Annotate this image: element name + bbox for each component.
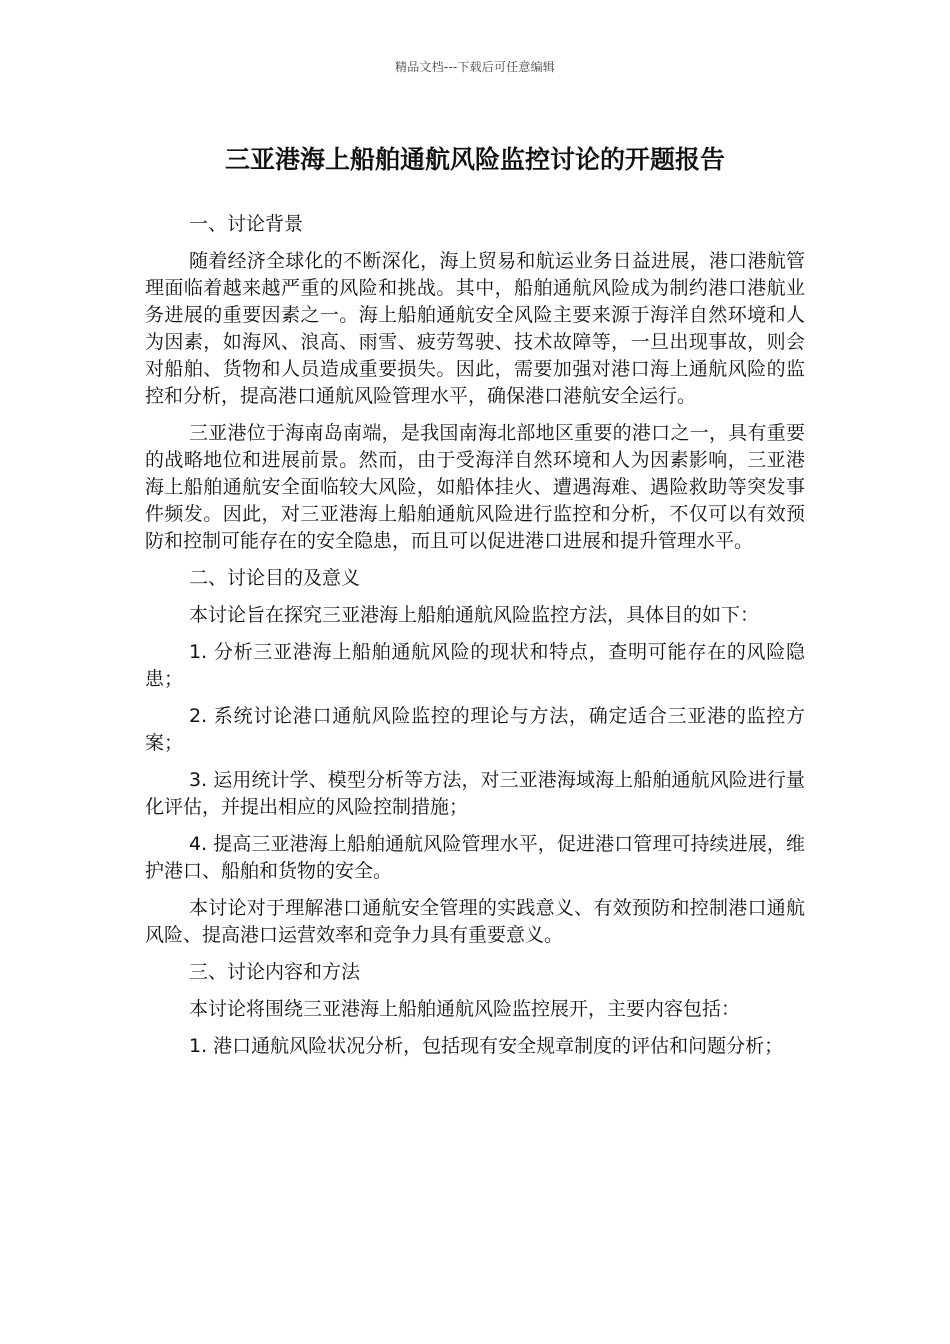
document-title: 三亚港海上船舶通航风险监控讨论的开题报告 <box>224 145 725 174</box>
section-heading: 三、讨论内容和方法 <box>189 961 361 983</box>
paragraph: 随着经济全球化的不断深化，海上贸易和航运业务日益进展，港口港航管理面临着越来越严重的风险和挑战。其中，船舶通航风险成为制约港口港航业务进展的重要因素之一。海上船舶通航安全风险主要来源于海洋自然环境和人为因素，如海风、浪高、雨雪、疲劳驾驶、技术故障等，一旦出现事故，则会对船舶、货物和人员造成重要损失。因此，需要加强对港口海上通航风险的监控和分析，提高港口通航风险管理水平，确保港口港航安全运行。 <box>145 250 805 407</box>
list-item: 2. 系统讨论港口通航风险监控的理论与方法，确定适合三亚港的监控方案； <box>145 705 805 754</box>
list-item: 3. 运用统计学、模型分析等方法，对三亚港海域海上船舶通航风险进行量化评估，并提出相应的风险控制措施； <box>145 769 805 818</box>
paragraph: 三亚港位于海南岛南端，是我国南海北部地区重要的港口之一，具有重要的战略地位和进展前景。然而，由于受海洋自然环境和人为因素影响，三亚港海上船舶通航安全面临较大风险，如船体挂火、遭遇海难、遇险救助等突发事件频发。因此，对三亚港海上船舶通航风险进行监控和分析，不仅可以有效预防和控制可能存在的安全隐患，而且可以促进港口进展和提升管理水平。 <box>145 422 805 552</box>
section-heading: 二、讨论目的及意义 <box>189 567 361 589</box>
section-purpose <box>145 565 805 949</box>
list-item: 4. 提高三亚港海上船舶通航风险管理水平，促进港口管理可持续进展，维护港口、船舶和货物的安全。 <box>145 833 805 882</box>
section-background <box>145 211 805 555</box>
list-item: 1. 分析三亚港海上船舶通航风险的现状和特点，查明可能存在的风险隐患； <box>145 641 805 690</box>
list-item: 1. 港口通航风险状况分析，包括现有安全规章制度的评估和问题分析； <box>189 1035 784 1057</box>
page-header: 精品文档---下载后可任意编辑 <box>395 60 555 74</box>
document-body <box>145 211 805 1070</box>
section-content-method <box>145 959 805 1060</box>
paragraph: 本讨论旨在探究三亚港海上船舶通航风险监控方法，具体目的如下： <box>189 604 760 626</box>
section-heading: 一、讨论背景 <box>189 213 304 235</box>
paragraph: 本讨论对于理解港口通航安全管理的实践意义、有效预防和控制港口通航风险、提高港口运营效率和竞争力具有重要意义。 <box>145 897 805 946</box>
paragraph: 本讨论将围绕三亚港海上船舶通航风险监控展开，主要内容包括： <box>189 998 741 1020</box>
